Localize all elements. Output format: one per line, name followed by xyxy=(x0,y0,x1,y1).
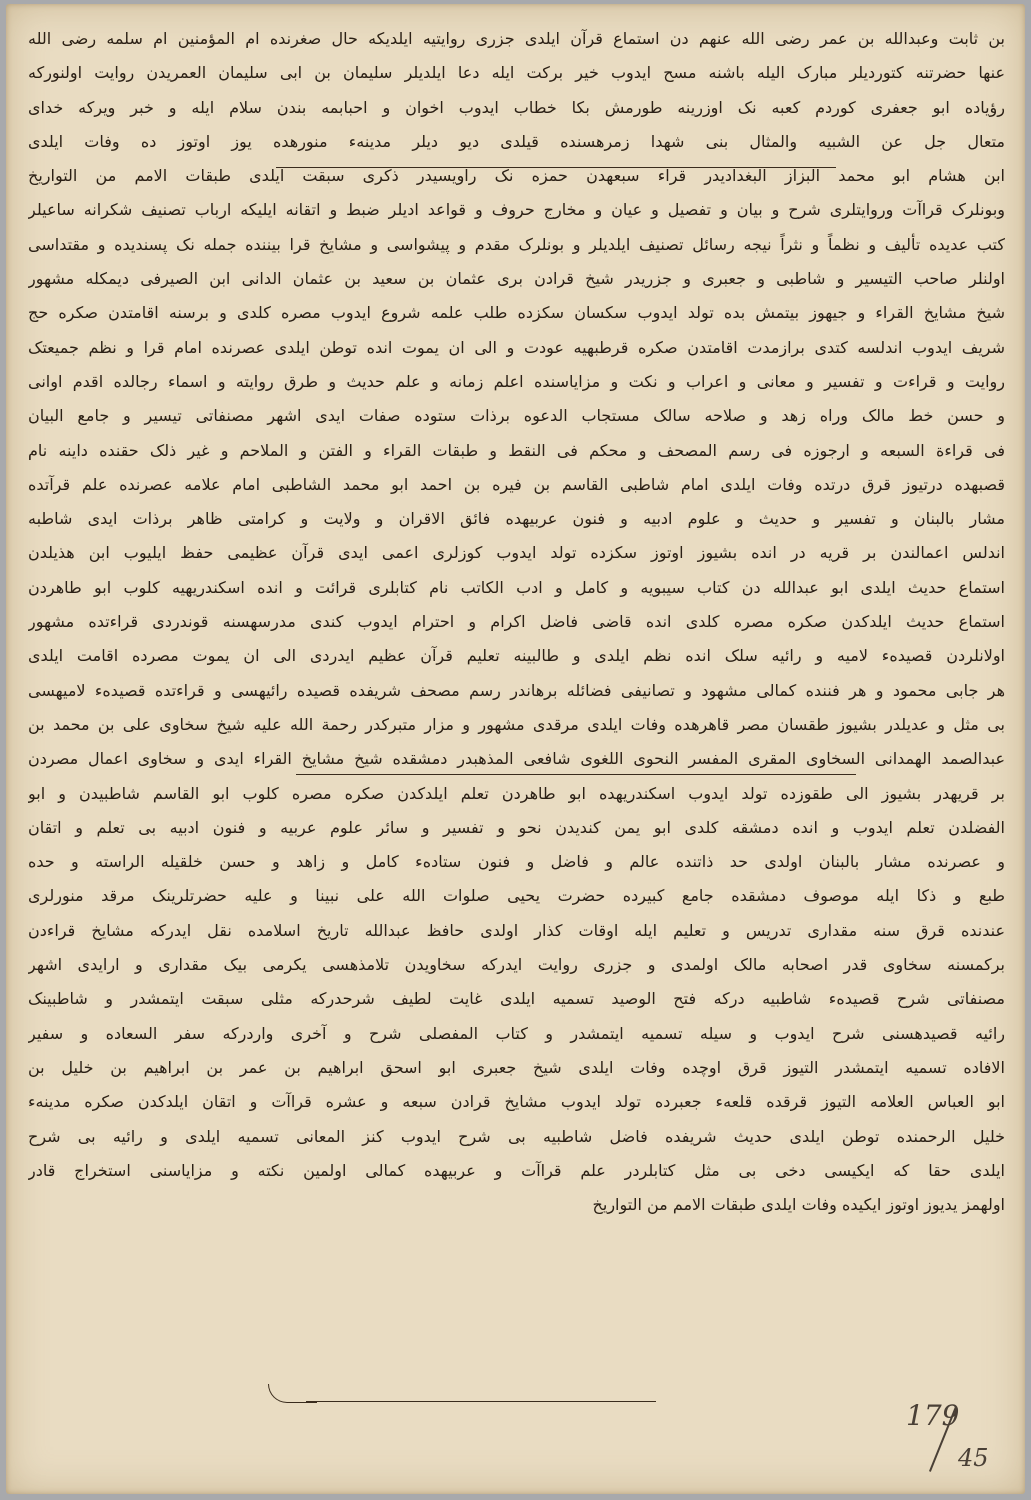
manuscript-line: بر قریهدر بشیوز الی طقوزده تولد ایدوب اسکندریهده ابو طاهردن تعلم ایلدکدن صکره مصره کلوب ابو القاسم شاطبیدن و ابو xyxy=(28,783,1005,803)
manuscript-line: برکمسنه سخاوی قدر اصحابه مالک اولمدی و جزری روایت ایدرکه سخاویدن تلامذهسی یکرمی بیک مقداری و ارایدی اشهر xyxy=(28,955,1005,975)
manuscript-line: مشار بالبنان و تفسیر و حدیث و علوم ادبیه و فنون عربیهده فائق الاقران و ولایت و کرامتی ظاهر برذات ایدی شاطبه xyxy=(28,509,1005,529)
manuscript-line: شیخ مشایخ القراء و جیهوز بیتمش بده تولد ایدوب سکسان سکزده طلب علمه شروع ایدوب مصره کلدی و برسنه اقامتدن صکره حج xyxy=(28,303,1005,323)
manuscript-text xyxy=(28,22,1005,1222)
folio-number-secondary: 45 xyxy=(958,1444,989,1472)
manuscript-line: هر جابی محمود و هر فننده کمالی مشهود و تصانیفی فضائله برهاندر رسم مصحف شریفده قصیده رائیهسی و قراءتده قصیدهء لامیهسی xyxy=(28,680,1005,700)
folio-number: 179 xyxy=(906,1399,960,1432)
manuscript-line: مصنفاتی شرح قصیدهء شاطبیه درکه فتح الوصید تسمیه ایلدی غایت لطیف شرحدرکه مثلی سبقت ایتمشدر و شاطبینک xyxy=(28,989,1005,1009)
manuscript-line: روایت و قراءت و تفسیر و معانی و اعراب و نکت و مزایاسنده اعلم زمانه و علم حدیث و طرق روایته و اسماء رجالده اقدم اوانی xyxy=(28,371,1005,391)
manuscript-line: الافاده تسمیه ایتمشدر التیوز قرق اوچده وفات ایلدی شیخ جعبری ابو اسحق ابراهیم بن عمر بن ابراهیم بن خلیل بن xyxy=(28,1057,1005,1077)
manuscript-line: ایلدی حقا که ایکیسی دخی بی مثل کتابلردر علم قراآت و عربیهده کمالی اولمین نکته و مزایاسنی استخراج قادر xyxy=(28,1160,1005,1180)
manuscript-line: عنها حضرتنه کتوردیلر مبارک الیله باشنه مسح ایدوب خیر برکت ایله دعا ایلدیلر سلیمان بن ابی سلیمان العمریدن روایت اولنورکه xyxy=(28,63,1005,83)
manuscript-line: اولانلردن قصیدهء لامیه و رائیه سلک انده نظم ایلدی و طالبینه تعلیم قرآن عظیم ایدردی الی ان یموت مصرده اقامت ایلدی xyxy=(28,646,1005,666)
manuscript-line: و حسن خط مالک وراه زهد و صلاحه سالک مستجاب الدعوه برذات ستوده صفات ایدی اشهر مصنفاتی تیسیر و جامع البیان xyxy=(28,406,1005,426)
manuscript-page xyxy=(6,4,1025,1494)
manuscript-line: و عصرنده مشار بالبنان اولدی حد ذاتنده عالم و فاضل و فنون ستادهء کامل و زاهد و حسن خلقیله الراسته و حده xyxy=(28,852,1005,872)
underline-rule xyxy=(296,774,856,775)
manuscript-line: رائیه قصیدهسنی شرح ایدوب و سیله تسمیه ایتمشدر و کتاب المفصلی شرح و آخری واردرکه سفر السعاده و سفیر xyxy=(28,1023,1005,1043)
manuscript-line: عبدالصمد الهمدانی السخاوی المقری المفسر النحوی اللغوی شافعی المذهبدر دمشقده شیخ مشایخ القراء ایدی و سخاوی اعمال مصردن xyxy=(28,749,1005,769)
manuscript-line: ابو العباس العلامه التیوز قرقده قلعهء جعبرده تولد ایدوب مشایخ قرادن سبعه و عشره قراآت و اتقان ایلدکدن صکره مدینهء xyxy=(28,1092,1005,1112)
manuscript-line: بی مثل و عدیلدر بشیوز طقسان مصر قاهرهده وفات ایلدی مرقدی مشهور و مزار متبرکدر رحمة الله علیه شیخ سخاوی علی بن محمد بن xyxy=(28,714,1005,734)
manuscript-line: ابن هشام ابو محمد البزاز البغدادیدر قراء سبعهدن حمزه نک راویسیدر ذکری سبقت ایلدی طبقات الامم من التواریخ xyxy=(28,166,1005,186)
manuscript-line: طبع و ذکا ایله موصوف دمشقده جامع کبیرده حضرت یحیی صلوات الله علی نبینا و علیه حضرتلرینک مرقد منورلری xyxy=(28,886,1005,906)
manuscript-line: استماع حدیث ایلدکدن صکره مصره کلدی انده قاضی فاضل اکرام و احترام ایدوب کندی مدرسهسنه قوندردی قراءتده مشهور xyxy=(28,612,1005,632)
manuscript-line: رؤیاده ابو جعفری کوردم کعبه نک اوزرینه طورمش بکا خطاب ایدوب اخوان و احبابمه بندن سلام ایله و خبر ویرکه خدای xyxy=(28,97,1005,117)
manuscript-line: کتب عدیده تألیف و نظماً و نثراً نیجه رسائل تصنیف ایلدیلر و بونلرک مقدم و پیشواسی و مشایخ قرا بیننده جمله نک پسندیده و مقتداسی xyxy=(28,234,1005,254)
manuscript-line: اولنلر صاحب التیسیر و شاطبی و جعبری و جزریدر شیخ قرادن بری عثمان بن سعید بن عثمان الدانی ابن الصیرفی دیمکله مشهور xyxy=(28,269,1005,289)
manuscript-line: اولهمز یدیوز اوتوز ایکیده وفات ایلدی طبقات الامم من التواریخ xyxy=(592,1195,1005,1215)
manuscript-line: قصبهده درتیوز قرق درتده وفات ایلدی امام شاطبی القاسم بن فیره بن احمد ابو محمد الشاطبی امام علامه عصرنده علم قرآتده xyxy=(28,474,1005,494)
underline-swash xyxy=(268,1384,317,1403)
manuscript-line: متعال جل عن الشبیه والمثال بنی شهدا زمرهسنده قیلدی دیو دیلر مدینهء منورهده یوز اوتوز ده وفات ایلدی xyxy=(28,131,1005,151)
manuscript-line: اندلس اعمالندن بر قریه در انده بشیوز اوتوز سکزده تولد ایدوب کوزلری اعمی ایدی قرآن عظیمی حفظ ایلیوب ابن هذیلدن xyxy=(28,543,1005,563)
underline-rule xyxy=(306,1401,656,1402)
manuscript-line: شریف ایدوب اندلسه کتدی برازمدت اقامتدن صکره قرطبهیه عودت و الی ان یموت انده توطن ایلدی عصرنده امام قرا و نظم جمیعتک xyxy=(28,337,1005,357)
manuscript-line: وبونلرک قراآت وروایتلری شرح و بیان و تفصیل و عیان و مخارج حروف و قواعد ادیلر ضبط و اتقانه ایلیکه ارباب تصنیف شکرانه ساعیلر xyxy=(28,200,1005,220)
manuscript-line: عندنده قرق سنه مقداری تدریس و تعلیم ایله اوقات کذار اولدی حافظ عبدالله تاریخ اسلامده نقل ایدرکه مشایخ قراءدن xyxy=(28,920,1005,940)
manuscript-line: الفضلدن تعلم ایدوب و انده دمشقه کلدی ابو یمن کندیدن نحو و تفسیر و سائر علوم عربیه و فنون ادبیه بی تعلم و اتقان xyxy=(28,817,1005,837)
underline-rule xyxy=(276,167,836,168)
manuscript-line: خلیل الرحمنده توطن ایلدی حدیث شریفده فاضل شاطبیه بی شرح ایدوب کنز المعانی تسمیه ایلدی و رائیه بی شرح xyxy=(28,1126,1005,1146)
manuscript-line: بن ثابت وعبدالله بن عمر رضی الله عنهم دن استماع قرآن ایلدی جزری روایتیه ایلدیکه حال صغرنده ام المؤمنین ام سلمه رضی الله xyxy=(28,29,1005,48)
manuscript-line: فی قراءة السبعه و ارجوزه فی رسم المصحف و محکم فی النقط و طبقات القراء و الفتن و الملاحم و غیر ذلک حقنده داینه نام xyxy=(28,440,1005,460)
manuscript-line: استماع حدیث ایلدی ابو عبدالله دن کتاب سیبویه و کامل و ادب الکاتب نام کتابلری قرائت و انده اسکندریهیه کلوب ابو طاهردن xyxy=(28,577,1005,597)
